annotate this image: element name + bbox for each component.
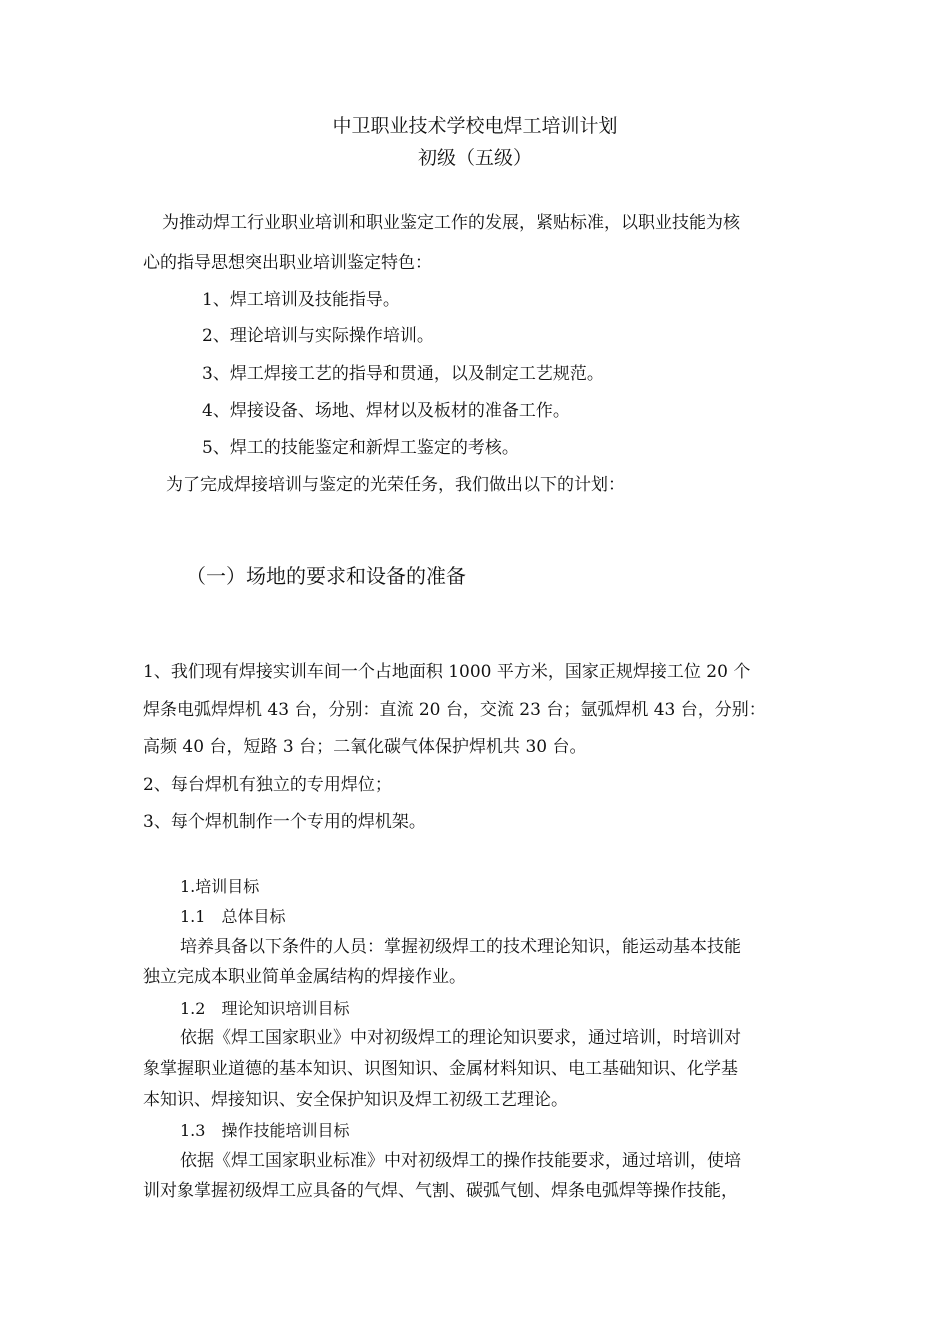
- intro-closing: 为了完成焊接培训与鉴定的光荣任务，我们做出以下的计划：: [166, 475, 625, 495]
- section-line: 3、每个焊机制作一个专用的焊机架。: [143, 812, 426, 832]
- goals-theory-line-3: 本知识、焊接知识、安全保护知识及焊工初级工艺理论。: [143, 1090, 568, 1110]
- intro-paragraph-line-2: 心的指导思想突出职业培训鉴定特色：: [143, 253, 432, 273]
- intro-list-item: 2、理论培训与实际操作培训。: [202, 326, 434, 346]
- goals-skill-heading: 1.3 操作技能培训目标: [180, 1121, 350, 1140]
- goals-overall-line-1: 培养具备以下条件的人员：掌握初级焊工的技术理论知识，能运动基本技能: [180, 937, 741, 957]
- document-subtitle: 初级（五级）: [417, 147, 532, 169]
- goals-overall-line-2: 独立完成本职业简单金属结构的焊接作业。: [143, 967, 466, 987]
- goals-skill-line-2: 训对象掌握初级焊工应具备的气焊、气割、碳弧气刨、焊条电弧焊等操作技能，: [143, 1181, 738, 1201]
- goals-skill-line-1: 依据《焊工国家职业标准》中对初级焊工的操作技能要求，通过培训，使培: [180, 1151, 741, 1171]
- goals-theory-line-1: 依据《焊工国家职业》中对初级焊工的理论知识要求，通过培训，时培训对: [180, 1028, 741, 1048]
- section-line: 高频 40 台，短路 3 台；二氧化碳气体保护焊机共 30 台。: [143, 737, 587, 757]
- intro-list-item: 5、焊工的技能鉴定和新焊工鉴定的考核。: [202, 438, 519, 458]
- section-line: 1、我们现有焊接实训车间一个占地面积 1000 平方米，国家正规焊接工位 20 个: [143, 662, 751, 682]
- section-line: 2、每台焊机有独立的专用焊位；: [143, 775, 392, 795]
- goals-theory-line-2: 象掌握职业道德的基本知识、识图知识、金属材料知识、电工基础知识、化学基: [143, 1059, 738, 1079]
- intro-paragraph-line-1: 为推动焊工行业职业培训和职业鉴定工作的发展，紧贴标准，以职业技能为核: [162, 213, 740, 233]
- intro-list-item: 1、焊工培训及技能指导。: [202, 290, 400, 310]
- section-heading: （一）场地的要求和设备的准备: [186, 564, 466, 588]
- document-title: 中卫职业技术学校电焊工培训计划: [332, 115, 618, 137]
- goals-theory-heading: 1.2 理论知识培训目标: [180, 999, 350, 1018]
- intro-list-item: 4、焊接设备、场地、焊材以及板材的准备工作。: [202, 401, 570, 421]
- section-line: 焊条电弧焊焊机 43 台，分别：直流 20 台，交流 23 台；氩弧焊机 43 台，分别：: [143, 700, 766, 720]
- goals-overall-heading: 1.1 总体目标: [180, 907, 286, 926]
- goals-heading: 1.培训目标: [180, 877, 260, 896]
- intro-list-item: 3、焊工焊接工艺的指导和贯通，以及制定工艺规范。: [202, 364, 604, 384]
